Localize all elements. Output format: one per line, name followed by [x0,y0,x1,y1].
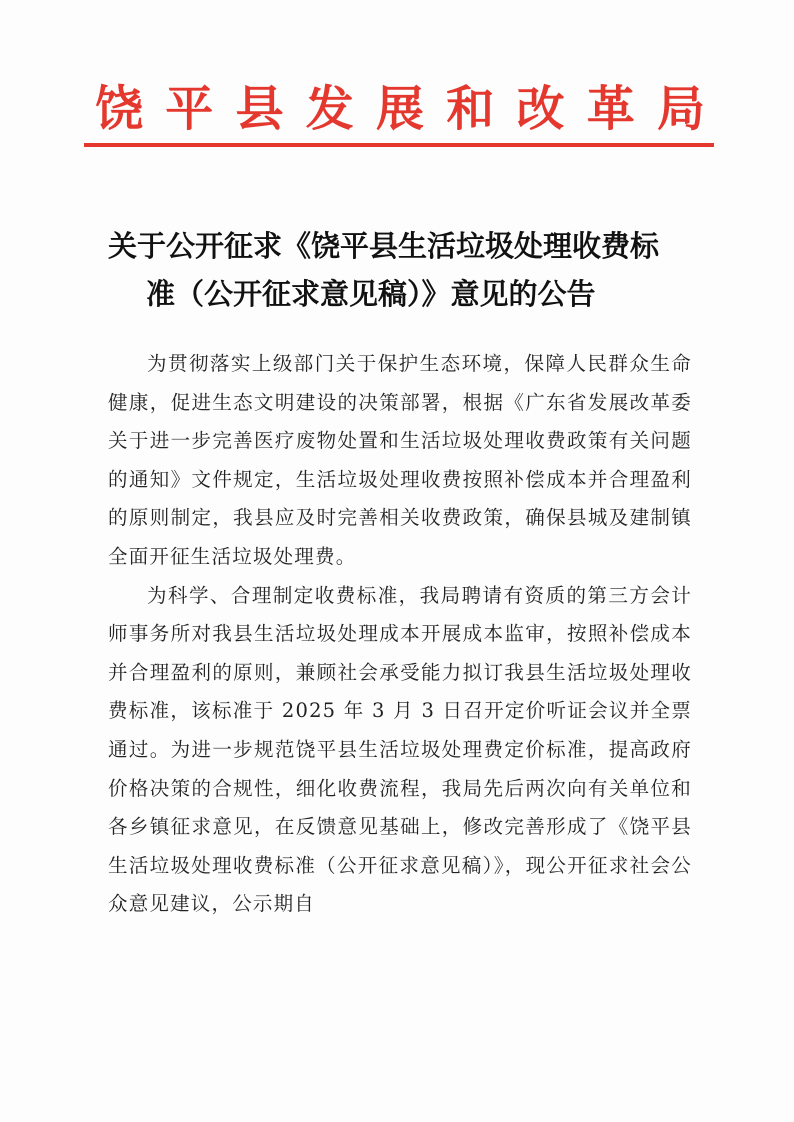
document-title [108,222,688,318]
title-line-2: 准（公开征求意见稿）》意见的公告 [146,277,596,311]
letterhead [95,72,705,136]
title-line-1: 关于公开征求《饶平县生活垃圾处理收费标 [108,229,660,263]
letterhead-red-rule [84,143,714,147]
letterhead-org-name: 饶平县发展和改革局 [95,80,705,137]
document-body [108,345,692,924]
paragraph-2: 为科学、合理制定收费标准，我局聘请有资质的第三方会计师事务所对我县生活垃圾处理成本开展成本监审，按照补偿成本并合理盈利的原则，兼顾社会承受能力拟订我县生活垃圾处理收费标准，该标准于 2025 年 3 月 3 日召开定价听证会议并全票通过。为进一步规范饶平县生活垃圾处理费定价标准，提高政府价格决策的合规性，细化收费流程，我局先后两次向有关单位和各乡镇征求意见，在反馈意见基础上，修改完善形成了《饶平县生活垃圾处理收费标准（公开征求意见稿）》，现公开征求社会公众意见建议，公示期自 [108,583,692,916]
paragraph-1: 为贯彻落实上级部门关于保护生态环境，保障人民群众生命健康，促进生态文明建设的决策部署，根据《广东省发展改革委关于进一步完善医疗废物处置和生活垃圾处理收费政策有关问题的通知》文件规定，生活垃圾处理收费按照补偿成本并合理盈利的原则制定，我县应及时完善相关收费政策，确保县城及建制镇全面开征生活垃圾处理费。 [108,352,692,568]
